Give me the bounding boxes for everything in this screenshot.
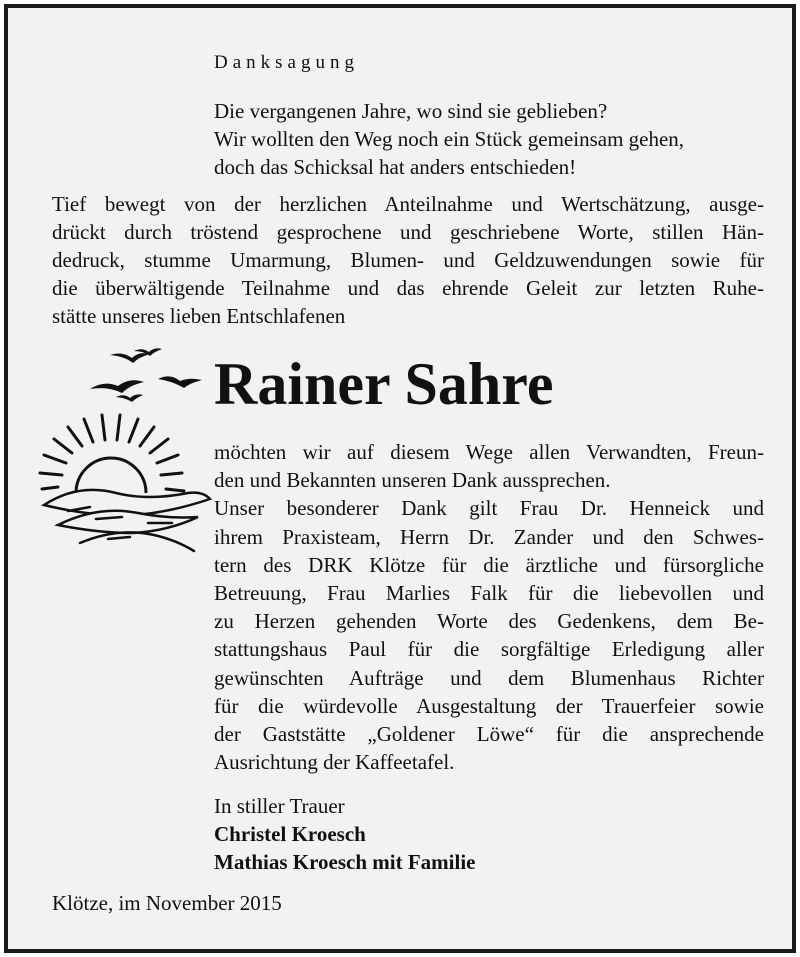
thanks-line: tern des DRK Klötze für die ärztliche und fürsorgliche [214, 552, 764, 577]
thanks-line: Ausrichtung der Kaffeetafel. [214, 750, 455, 775]
thanks-line: den und Bekannten unseren Dank aussprechen. [214, 468, 611, 493]
intro-line: die überwältigende Teilnahme und das ehrende Geleit zur letzten Ruhe- [52, 276, 764, 300]
thanks-line: Betreuung, Frau Marlies Falk für die liebevollen und [214, 581, 764, 606]
signatory-name: Christel Kroesch [214, 822, 366, 846]
thanks-line: zu Herzen gehenden Worte des Gedenkens, dem Be- [214, 609, 764, 634]
deceased-name: Rainer Sahre [214, 351, 554, 417]
closing-block [214, 792, 476, 876]
thanks-paragraph [214, 438, 764, 776]
poem-block [214, 97, 684, 181]
thanks-line: Unser besonderer Dank gilt Frau Dr. Henneick und [214, 496, 764, 521]
closing-phrase: In stiller Trauer [214, 794, 345, 818]
notice-frame [4, 4, 796, 953]
place-date: Klötze, im November 2015 [52, 891, 282, 915]
birds-icon [90, 348, 202, 402]
thanks-line: ihrem Praxisteam, Herrn Dr. Zander und den Schwes- [214, 524, 764, 549]
thanks-line: gewünschten Aufträge und dem Blumenhaus Richter [214, 665, 764, 690]
signatory-name: Mathias Kroesch mit Familie [214, 850, 476, 874]
thanks-line: möchten wir auf diesem Wege allen Verwandten, Freun- [214, 440, 764, 464]
poem-line: Die vergangenen Jahre, wo sind sie geblieben? [214, 99, 608, 123]
thanks-line: stattungshaus Paul für die sorgfältige Erledigung aller [214, 637, 764, 662]
thanks-line: der Gaststätte „Goldener Löwe“ für die ansprechende [214, 722, 764, 747]
intro-line: Tief bewegt von der herzlichen Anteilnahme und Wertschätzung, ausge- [52, 192, 764, 216]
intro-line: drückt durch tröstend gesprochene und geschriebene Worte, stillen Hän- [52, 220, 764, 244]
hills-icon [44, 490, 210, 551]
intro-line: stätte unseres lieben Entschlafenen [52, 304, 346, 328]
intro-line: dedruck, stumme Umarmung, Blumen- und Geldzuwendungen sowie für [52, 248, 764, 272]
sun-icon [76, 458, 146, 493]
birds-sunrise-illustration [38, 343, 218, 558]
poem-line: Wir wollten den Weg noch ein Stück gemeinsam gehen, [214, 127, 685, 151]
thanks-line: für die würdevolle Ausgestaltung der Trauerfeier sowie [214, 693, 764, 718]
intro-paragraph [52, 190, 764, 330]
poem-line: doch das Schicksal hat anders entschieden! [214, 155, 577, 179]
notice-heading: Danksagung [214, 52, 359, 73]
